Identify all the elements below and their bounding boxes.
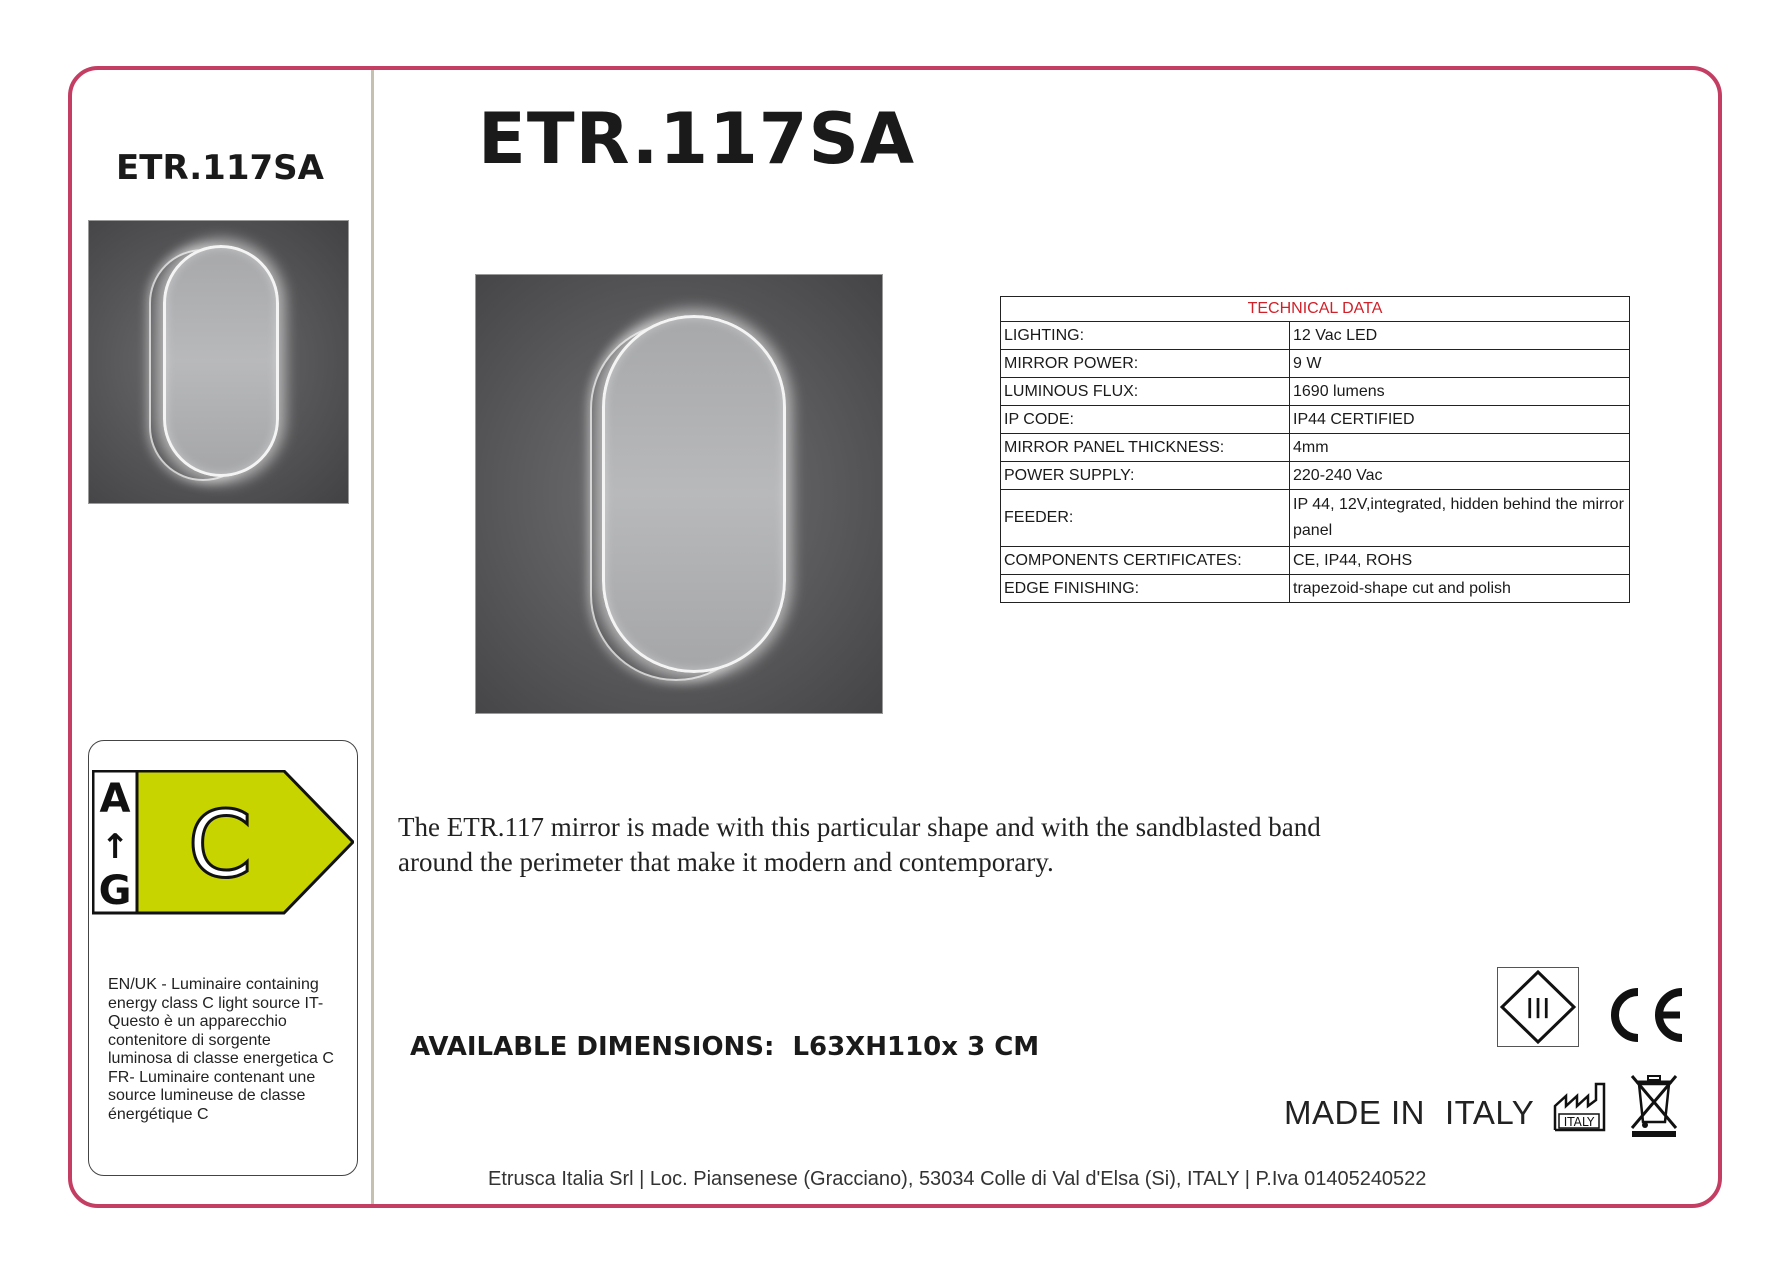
table-row: FEEDER: IP 44, 12V,integrated, hidden behind the mirror panel xyxy=(1001,490,1630,547)
sidebar-product-code: ETR.117SA xyxy=(116,148,324,188)
factory-icon xyxy=(1552,1082,1608,1132)
footer-company-info: Etrusca Italia Srl | Loc. Piansenese (Gracciano), 53034 Colle di Val d'Elsa (Si), ITALY | P.Iva 01405240522 xyxy=(488,1168,1427,1190)
weee-bin-icon xyxy=(1628,1072,1680,1138)
table-row: COMPONENTS CERTIFICATES: CE, IP44, ROHS xyxy=(1001,547,1630,575)
table-row: IP CODE: IP44 CERTIFIED xyxy=(1001,406,1630,434)
ce-mark-icon xyxy=(1600,986,1688,1044)
table-row: EDGE FINISHING: trapezoid-shape cut and polish xyxy=(1001,575,1630,603)
class-iii-icon xyxy=(1497,967,1579,1047)
product-thumbnail xyxy=(88,220,349,504)
table-row: MIRROR POWER: 9 W xyxy=(1001,350,1630,378)
table-row: LUMINOUS FLUX: 1690 lumens xyxy=(1001,378,1630,406)
energy-class-label xyxy=(92,770,354,916)
dimensions-label: AVAILABLE DIMENSIONS: xyxy=(410,1032,775,1062)
energy-scale-bottom: G xyxy=(98,868,132,914)
table-row: POWER SUPPLY: 220-240 Vac xyxy=(1001,462,1630,490)
energy-label-text: EN/UK - Luminaire containing energy class C light source IT- Questo è un apparecchio contenitore di sorgente luminosa di classe energetica C FR- Luminaire contenant une source lumineuse de classe énergétique C xyxy=(108,976,334,1123)
dimensions-value: L63XH110x 3 CM xyxy=(792,1032,1040,1062)
product-image xyxy=(475,274,883,714)
technical-data-table xyxy=(1000,296,1630,603)
technical-data-header: TECHNICAL DATA xyxy=(1001,297,1630,322)
made-in-italy: MADE IN ITALY xyxy=(1284,1094,1535,1131)
svg-text:III: III xyxy=(1525,992,1551,1025)
available-dimensions xyxy=(410,1032,1039,1062)
sidebar-divider xyxy=(371,70,374,1204)
factory-badge-text: ITALY xyxy=(1563,1115,1595,1129)
table-row: LIGHTING: 12 Vac LED xyxy=(1001,322,1630,350)
table-row: MIRROR PANEL THICKNESS: 4mm xyxy=(1001,434,1630,462)
energy-scale-top: A xyxy=(99,776,131,822)
product-description: The ETR.117 mirror is made with this particular shape and with the sandblasted band around the perimeter that make it modern and contemporary. xyxy=(398,812,1321,877)
energy-scale-arrow: ↑ xyxy=(100,827,130,867)
page-title: ETR.117SA xyxy=(478,98,916,180)
energy-class-letter: C xyxy=(187,791,253,898)
